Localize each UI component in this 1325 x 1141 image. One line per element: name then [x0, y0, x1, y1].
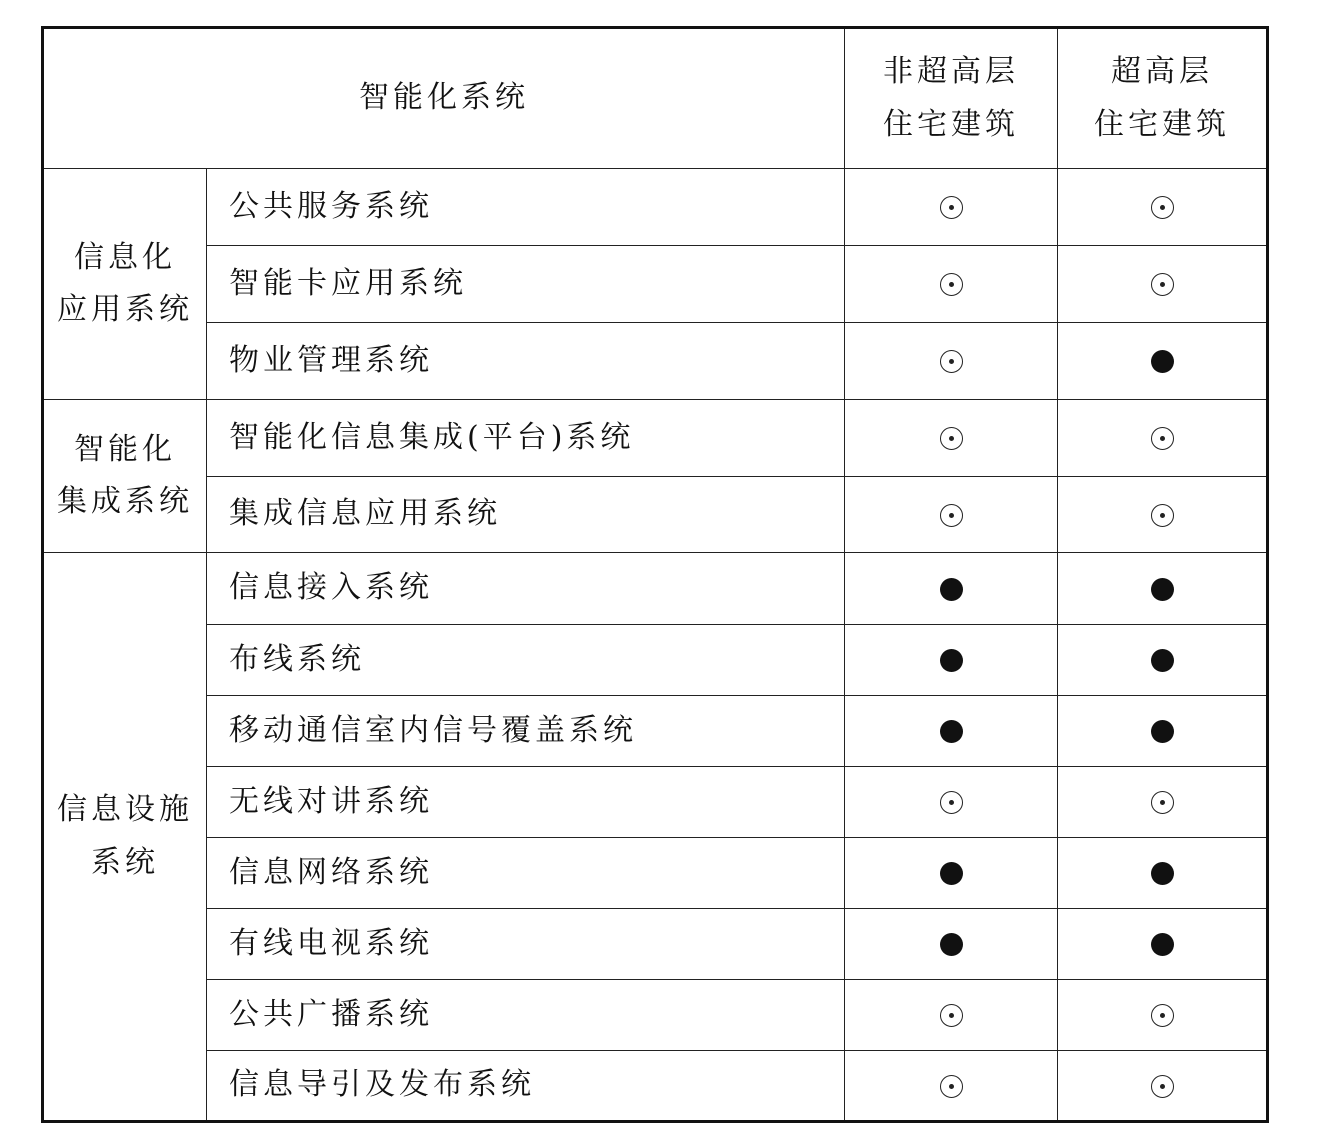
table-row: [43, 909, 1268, 980]
table-row: [43, 838, 1268, 909]
header-row: [43, 28, 1268, 169]
non-high-rise-cell: [845, 625, 1058, 696]
circle-dot-icon: [940, 273, 963, 296]
circle-dot-icon: [940, 504, 963, 527]
high-rise-cell: [1058, 553, 1268, 625]
group-label-line: 系统: [91, 844, 159, 880]
high-rise-cell: [1058, 400, 1268, 477]
circle-dot-icon: [1151, 1075, 1174, 1098]
filled-dot-icon: [940, 862, 963, 885]
header-system: 智能化系统: [43, 28, 845, 169]
system-name: 公共服务系统: [207, 169, 845, 246]
filled-dot-icon: [940, 578, 963, 601]
header-high-rise: [1058, 28, 1268, 169]
group-label-line: 智能化: [74, 431, 176, 467]
filled-dot-icon: [1151, 350, 1174, 373]
table-body: [43, 28, 1268, 1122]
table-row: [43, 980, 1268, 1051]
high-rise-cell: [1058, 625, 1268, 696]
non-high-rise-cell: [845, 767, 1058, 838]
filled-dot-icon: [1151, 720, 1174, 743]
high-rise-cell: [1058, 909, 1268, 980]
non-high-rise-cell: [845, 400, 1058, 477]
circle-dot-icon: [940, 350, 963, 373]
high-rise-cell: [1058, 980, 1268, 1051]
group-label-line: 集成系统: [57, 484, 193, 519]
circle-dot-icon: [940, 1075, 963, 1098]
group-label-line: 应用系统: [57, 292, 193, 327]
circle-dot-icon: [1151, 427, 1174, 450]
high-rise-cell: [1058, 246, 1268, 323]
table-row: [43, 323, 1268, 400]
system-name: 物业管理系统: [207, 323, 845, 400]
non-high-rise-cell: [845, 838, 1058, 909]
system-name: 信息导引及发布系统: [207, 1051, 845, 1122]
circle-dot-icon: [1151, 791, 1174, 814]
non-high-rise-cell: [845, 323, 1058, 400]
header-non-high-rise: [845, 28, 1058, 169]
filled-dot-icon: [940, 933, 963, 956]
table-row: [43, 400, 1268, 477]
filled-dot-icon: [940, 720, 963, 743]
circle-dot-icon: [940, 791, 963, 814]
filled-dot-icon: [1151, 578, 1174, 601]
non-high-rise-cell: [845, 246, 1058, 323]
header-high-rise-line2: 住宅建筑: [1094, 106, 1230, 142]
table-row: [43, 1051, 1268, 1122]
circle-dot-icon: [940, 427, 963, 450]
system-name: 移动通信室内信号覆盖系统: [207, 696, 845, 767]
non-high-rise-cell: [845, 909, 1058, 980]
high-rise-cell: [1058, 696, 1268, 767]
requirements-table: [41, 26, 1269, 1123]
header-non-high-rise-line1: 非超高层: [883, 54, 1019, 89]
filled-dot-icon: [1151, 649, 1174, 672]
header-high-rise-line1: 超高层: [1111, 54, 1213, 89]
circle-dot-icon: [1151, 196, 1174, 219]
non-high-rise-cell: [845, 980, 1058, 1051]
high-rise-cell: [1058, 477, 1268, 553]
circle-dot-icon: [1151, 273, 1174, 296]
non-high-rise-cell: [845, 696, 1058, 767]
system-name: 信息网络系统: [207, 838, 845, 909]
circle-dot-icon: [1151, 1004, 1174, 1027]
non-high-rise-cell: [845, 1051, 1058, 1122]
system-name: 有线电视系统: [207, 909, 845, 980]
table-row: [43, 477, 1268, 553]
header-non-high-rise-line2: 住宅建筑: [883, 106, 1019, 142]
group-label-line: 信息设施: [57, 792, 193, 827]
system-name: 智能化信息集成(平台)系统: [207, 400, 845, 477]
high-rise-cell: [1058, 1051, 1268, 1122]
group-label: [43, 169, 207, 400]
non-high-rise-cell: [845, 553, 1058, 625]
system-name: 集成信息应用系统: [207, 477, 845, 553]
table-row: [43, 553, 1268, 625]
filled-dot-icon: [940, 649, 963, 672]
non-high-rise-cell: [845, 477, 1058, 553]
system-name: 信息接入系统: [207, 553, 845, 625]
circle-dot-icon: [1151, 504, 1174, 527]
circle-dot-icon: [940, 1004, 963, 1027]
filled-dot-icon: [1151, 933, 1174, 956]
high-rise-cell: [1058, 169, 1268, 246]
table-row: [43, 625, 1268, 696]
system-name: 无线对讲系统: [207, 767, 845, 838]
table-row: [43, 767, 1268, 838]
group-label: [43, 400, 207, 553]
filled-dot-icon: [1151, 862, 1174, 885]
circle-dot-icon: [940, 196, 963, 219]
table-row: [43, 169, 1268, 246]
system-name: 智能卡应用系统: [207, 246, 845, 323]
high-rise-cell: [1058, 323, 1268, 400]
group-label-line: 信息化: [74, 239, 176, 275]
group-label: [43, 553, 207, 1122]
table-row: [43, 696, 1268, 767]
non-high-rise-cell: [845, 169, 1058, 246]
system-name: 布线系统: [207, 625, 845, 696]
system-name: 公共广播系统: [207, 980, 845, 1051]
table-row: [43, 246, 1268, 323]
high-rise-cell: [1058, 767, 1268, 838]
high-rise-cell: [1058, 838, 1268, 909]
